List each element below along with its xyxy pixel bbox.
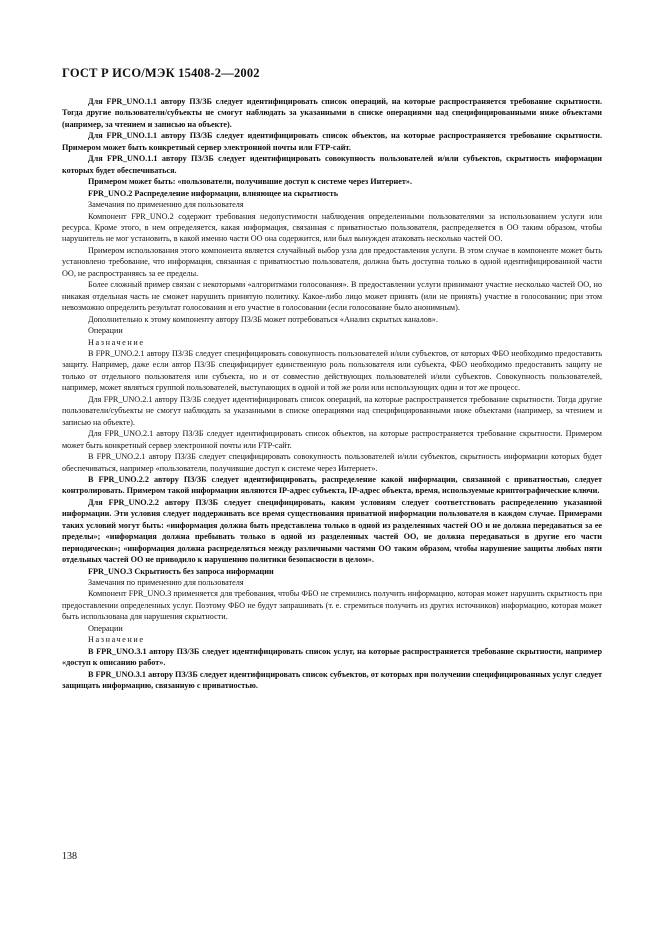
paragraph: В FPR_UNO.2.2 автору ПЗ/ЗБ следует идентифицировать, распределение какой информации, связанной с приватностью, следует контролировать. Примером такой информации являются IP-адрес субъекта, IP-адрес объекта, время, используемые криптографические ключи. <box>62 474 602 496</box>
paragraph: Компонент FPR_UNO.3 применяется для требования, чтобы ФБО не стремились получить информацию, которая может нарушить скрытность при предоставлении определенных услуг. Поэтому ФБО не будут запрашивать (т. е. стремиться получить из других источников) информацию, которая может быть использована для нарушения скрытности. <box>62 589 602 622</box>
paragraph: Компонент FPR_UNO.2 содержит требования недопустимости наблюдения определенными пользователями за использованием услуги или ресурса. Кроме этого, в нем определяется, какая информация, связанная с приватностью пользователя, распределяется в ОО таким образом, чтобы нарушитель не мог установить, в какой именно части ОО она содержится, или был вынужден атаковать несколько частей ОО. <box>62 211 602 244</box>
page-body <box>62 96 602 692</box>
paragraph: Назначение <box>88 635 145 645</box>
paragraph: В FPR_UNO.2.1 автору ПЗ/ЗБ следует специфицировать совокупность пользователей и/или субъектов, от которых ФБО необходимо предоставить защиту. Например, даже если автор ПЗ/ЗБ специфицирует единственную роль пользователя или субъекта, ФБО необходимо предоставить защиту не только от отдельного пользователя или субъекта, но и от совместно действующих пользователей и/или субъектов. Совокупность пользователей, например, может являться группой пользователей, выступающих в одной и той же роли или использующих один и тот же процесс. <box>62 348 602 393</box>
paragraph: Для FPR_UNO.1.1 автору ПЗ/ЗБ следует идентифицировать совокупность пользователей и/или субъектов, скрытность информации которых будет обеспечиваться. <box>62 154 602 175</box>
paragraph: Замечания по применению для пользователя <box>88 578 244 588</box>
paragraph: Для FPR_UNO.2.1 автору ПЗ/ЗБ следует идентифицировать список операций, на которые распространяется требование скрытности. Тогда другие пользователи/субъекты не смогут наблюдать за указанными в списке операциями над специфицированными ниже объектами (например, за чтением и записью на объекте). <box>62 394 602 427</box>
paragraph: Дополнительно к этому компоненту автору ПЗ/ЗБ может потребоваться «Анализ скрытых каналов». <box>88 314 438 324</box>
paragraph: Для FPR_UNO.2.1 автору ПЗ/ЗБ следует идентифицировать список объектов, на которые распространяется требование скрытности. Примером может быть конкретный сервер электронной почты или FTP-сайт. <box>62 429 602 450</box>
paragraph: Более сложный пример связан с некоторыми «алгоритмами голосования». В предоставлении услуги принимают участие несколько частей ОО, но никакая отдельная часть не сможет нарушить принятую политику. Какое-либо лицо может принять (или не принять) участие в голосовании; при этом невозможно определить результат голосования и его участие в голосовании (если голосование было анонимным). <box>62 280 602 313</box>
paragraph: FPR_UNO.2 Распределение информации, влияющее на скрытность <box>88 188 339 198</box>
paragraph: FPR_UNO.3 Скрытность без запроса информации <box>88 566 274 576</box>
paragraph: Операции <box>88 326 123 336</box>
paragraph: Для FPR_UNO.1.1 автору ПЗ/ЗБ следует идентифицировать список операций, на которые распространяется требование скрытности. Тогда другие пользователи/субъекты не смогут наблюдать за указанными в списке операциями над специфицированными ниже объектами (например, за чтением и записью на объекте). <box>62 97 602 129</box>
paragraph: Для FPR_UNO.2.2 автору ПЗ/ЗБ следует специфицировать, каким условиям следует соответствовать распределению указанной информации. Эти условия следует поддерживать все время существования приватной информации пользователя в каждом случае. Примерами таких условий могут быть: «информация должна быть представлена только в одной из разделенных частей ОО и не должна передаваться за ее пределы»; «информация должна пребывать только в одной из разделенных частей ОО, не должна передаваться в другие его части периодически»; «информация должна распределяться между различными частями ОО таким образом, чтобы нарушение защиты любых пяти отдельных частей ОО не приводило к нарушению политики безопасности в целом». <box>62 497 602 565</box>
document-title: ГОСТ Р ИСО/МЭК 15408-2—2002 <box>62 66 260 80</box>
paragraph: Примером может быть: «пользователи, получившие доступ к системе через Интернет». <box>88 177 413 187</box>
paragraph: Для FPR_UNO.1.1 автору ПЗ/ЗБ следует идентифицировать список объектов, на которые распространяется требование скрытности. Примером может быть конкретный сервер электронной почты или FTP-сайт. <box>62 131 602 152</box>
paragraph: В FPR_UNO.3.1 автору ПЗ/ЗБ следует идентифицировать список услуг, на которые распространяется требование скрытности, например «доступ к описанию работ». <box>62 646 602 668</box>
paragraph: Примером использования этого компонента является случайный выбор узла для предоставления услуги. В этом случае в компоненте может быть установлено требование, что информация, связанная с приватностью пользователя, должна быть доступна только в одной идентифицированной части ОО, не распространяясь за ее пределы. <box>62 245 602 278</box>
paragraph: Замечания по применению для пользователя <box>88 200 244 210</box>
paragraph: В FPR_UNO.3.1 автору ПЗ/ЗБ следует идентифицировать список субъектов, от которых при получении специфицированных услуг следует защищать информацию, связанную с приватностью. <box>62 669 602 691</box>
paragraph: Назначение <box>88 337 145 347</box>
paragraph: В FPR_UNO.2.1 автору ПЗ/ЗБ следует специфицировать совокупность пользователей и/или субъектов, скрытность информации которых будет обеспечиваться, например «пользователи, получившие доступ к системе через Интернет». <box>62 452 602 473</box>
paragraph: Операции <box>88 623 123 633</box>
page-number: 138 <box>62 851 77 862</box>
